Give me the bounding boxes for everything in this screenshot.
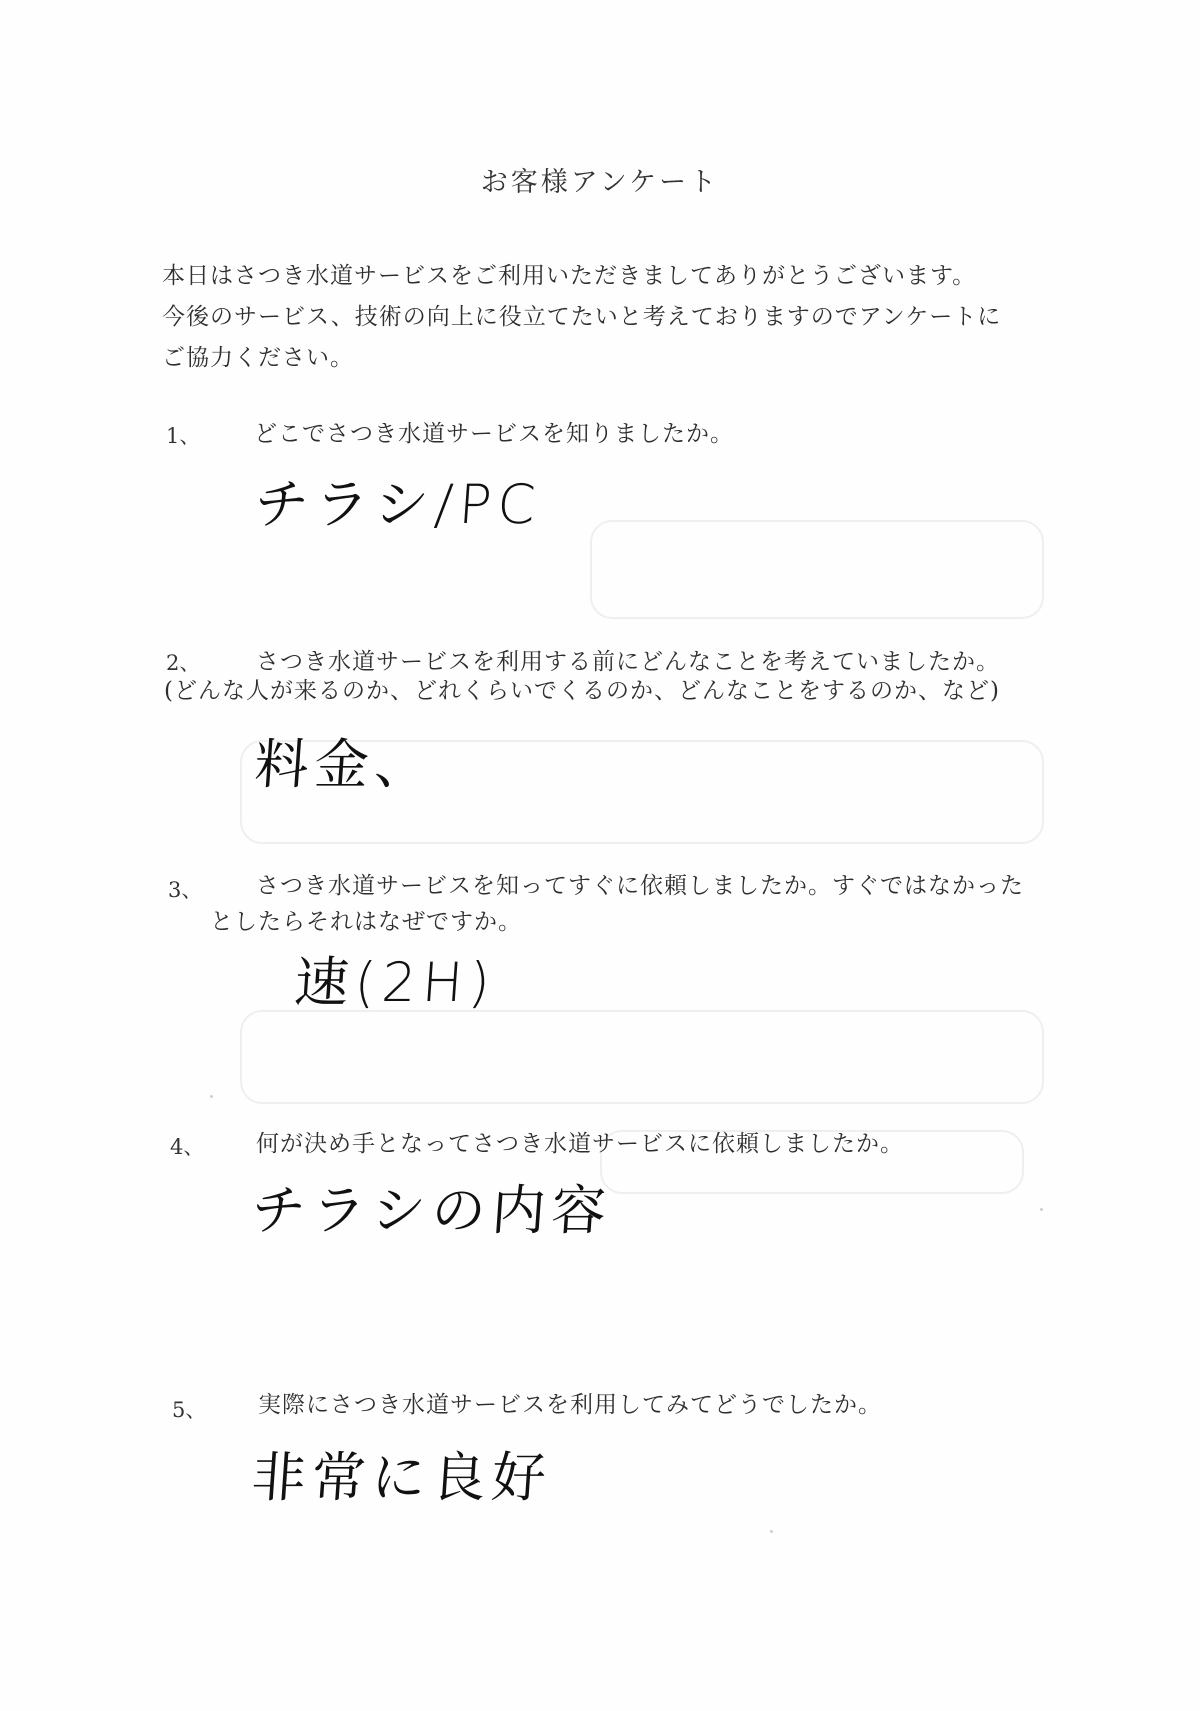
- question-number: 1、: [166, 424, 201, 448]
- question-number: 5、: [172, 1398, 207, 1422]
- question-number: 4、: [170, 1135, 205, 1159]
- handwritten-answer: 速(2H): [292, 951, 499, 1014]
- handwritten-answer: チラシの内容: [249, 1179, 614, 1242]
- intro-paragraph: [162, 256, 1062, 379]
- show-through-box: [590, 520, 1044, 619]
- question-text: 実際にさつき水道サービスを利用してみてどうでしたか。: [258, 1392, 882, 1418]
- intro-line: 今後のサービス、技術の向上に役立てたいと考えておりますのでアンケートに: [162, 304, 1002, 330]
- handwritten-answer: チラシ/PC: [252, 473, 544, 536]
- question-number: 3、: [168, 878, 203, 902]
- question-text: 何が決め手となってさつき水道サービスに依頼しましたか。: [256, 1131, 904, 1157]
- handwritten-answer: 非常に良好: [249, 1446, 554, 1509]
- question-number: 2、: [166, 651, 201, 675]
- question-text-continued: としたらそれはなぜですか。: [210, 909, 522, 935]
- handwritten-answer: 料金、: [252, 733, 437, 796]
- intro-line: 本日はさつき水道サービスをご利用いただきましてありがとうございます。: [162, 263, 977, 289]
- question-subtext: (どんな人が来るのか、どれくらいでくるのか、どんなことをするのか、など): [164, 678, 1000, 704]
- show-through-box: [240, 1010, 1044, 1104]
- question-text: どこでさつき水道サービスを知りましたか。: [254, 421, 734, 447]
- question-text: さつき水道サービスを知ってすぐに依頼しましたか。すぐではなかった: [256, 873, 1024, 899]
- scan-speck: [770, 1530, 773, 1533]
- question-text: さつき水道サービスを利用する前にどんなことを考えていましたか。: [256, 649, 1000, 675]
- page-title: お客様アンケート: [480, 167, 720, 198]
- intro-line: ご協力ください。: [162, 345, 354, 371]
- scan-speck: [1040, 1208, 1043, 1211]
- scan-speck: [210, 1095, 213, 1098]
